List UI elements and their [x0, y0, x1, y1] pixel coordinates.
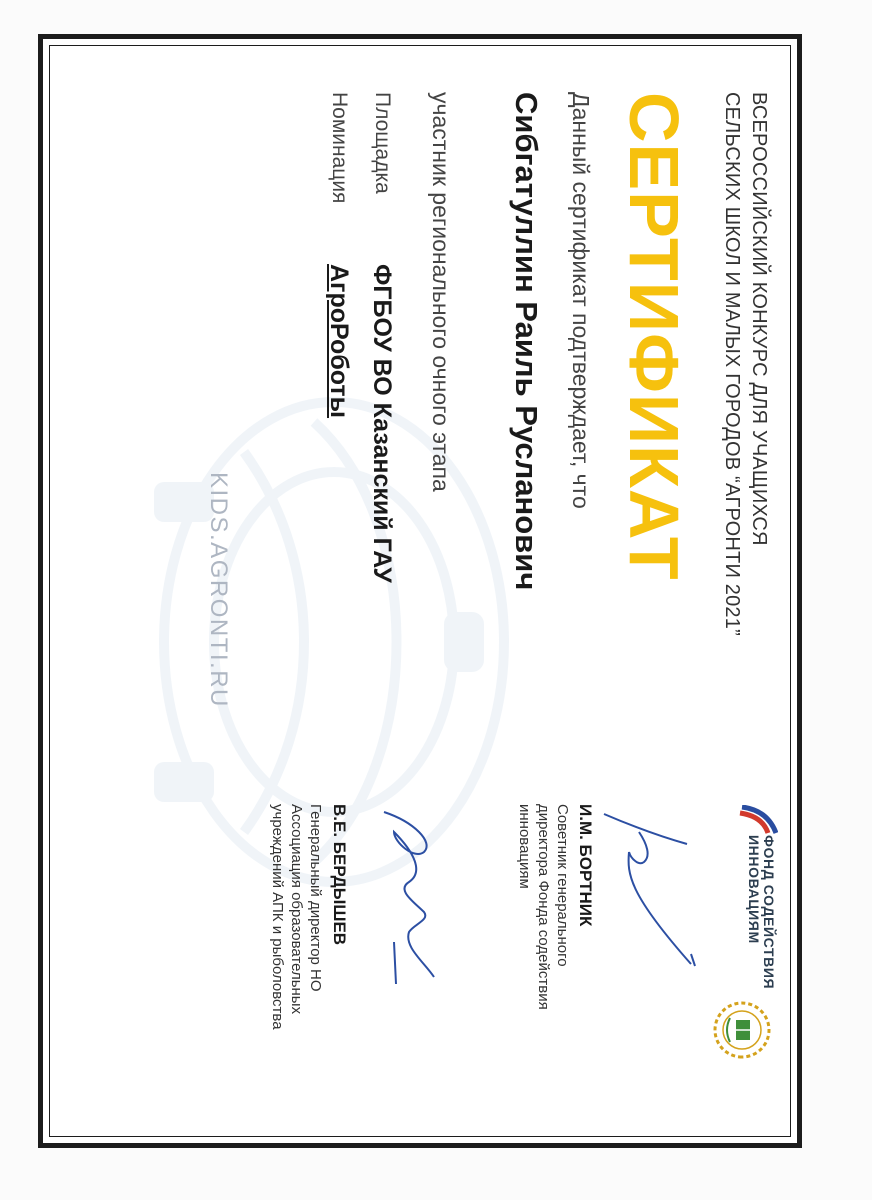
confirm-text: Данный сертификат подтверждает, что: [568, 92, 594, 509]
association-seal-icon: [712, 1000, 772, 1060]
recipient-name: Сибгатуллин Раиль Русланович: [509, 92, 544, 591]
signature-bortnik: [579, 804, 699, 974]
contest-heading: [718, 92, 772, 636]
certificate-title: СЕРТИФИКАТ: [615, 92, 693, 581]
signatory-2-position-line1: Генеральный директор НО: [307, 804, 324, 992]
fund-logo-text: [746, 835, 776, 989]
fund-logo-line1: ФОНД СОДЕЙСТВИЯ: [761, 835, 777, 990]
flag-swoosh-icon: [738, 805, 778, 835]
signatory-2-position: [268, 804, 325, 1030]
signatory-2-name: В.Е. БЕРДЫШЕВ: [330, 804, 349, 946]
signatory-1-position-line2: директора Фонда содействия: [535, 804, 552, 1010]
signatory-1-name: И.М. БОРТНИК: [576, 804, 595, 927]
nomination-value: АгроРоботы: [325, 264, 353, 419]
nomination-label: Номинация: [328, 92, 351, 204]
certificate-content: [44, 42, 794, 1142]
signature-berdyshev: [354, 802, 454, 992]
signatory-1-position: [515, 804, 572, 1010]
platform-value: ФГБОУ ВО Казанский ГАУ: [368, 264, 396, 583]
signatory-2-position-line2: Ассоциация образовательных: [288, 804, 305, 1015]
signatory-1-position-line3: инновациям: [516, 804, 533, 889]
fund-logo-line2: ИННОВАЦИЯМ: [746, 835, 762, 944]
signatory-2-position-line3: учреждений АПК и рыболовства: [269, 804, 286, 1030]
platform-label: Площадка: [371, 92, 394, 194]
fund-logo: [720, 805, 782, 1005]
signatory-1-position-line1: Советник генерального: [554, 804, 571, 967]
stage-text: участник регионального очного этапа: [428, 92, 454, 492]
website-url: KIDS.AGRONTI.RU: [205, 472, 232, 708]
contest-heading-line1: ВСЕРОССИЙСКИЙ КОНКУРС ДЛЯ УЧАЩИХСЯ: [748, 92, 770, 546]
contest-heading-line2: СЕЛЬСКИХ ШКОЛ И МАЛЫХ ГОРОДОВ “АГРОНТИ 2021”: [721, 92, 743, 636]
